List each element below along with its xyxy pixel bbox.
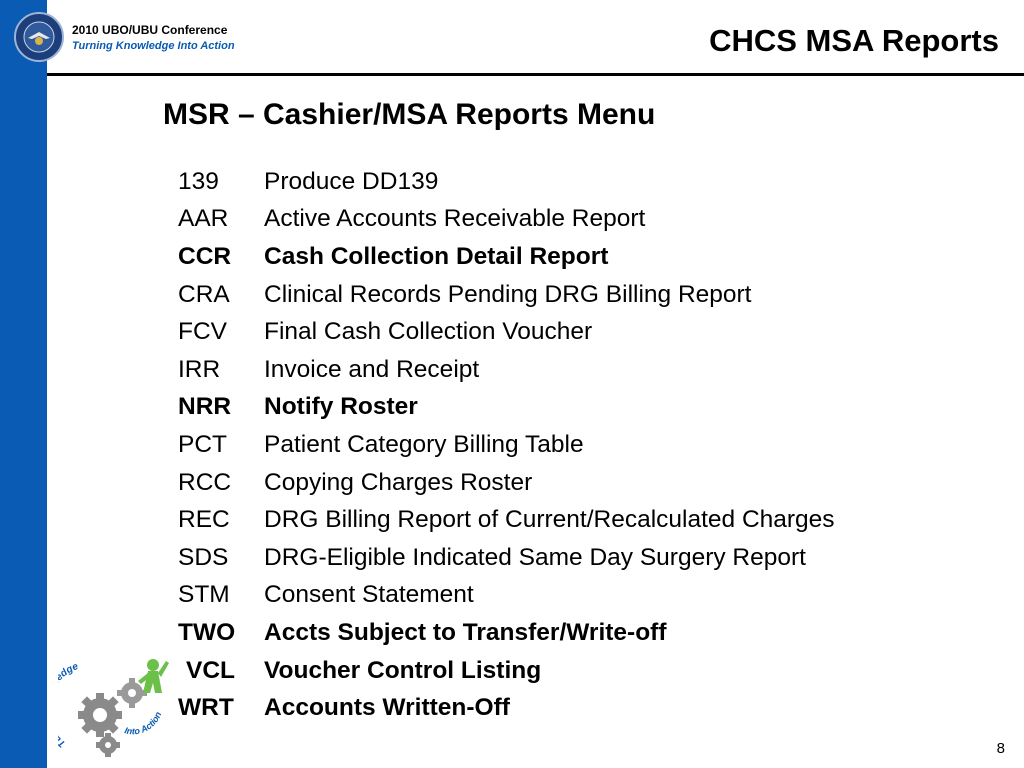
left-accent-bar: [0, 0, 47, 768]
conference-tagline: Turning Knowledge Into Action: [72, 40, 235, 52]
svg-text:Turning Knowledge: [58, 661, 80, 749]
menu-item: [178, 389, 978, 427]
menu-item-label: DRG-Eligible Indicated Same Day Surgery Report: [264, 543, 806, 571]
page-number: 8: [996, 740, 1005, 757]
dod-seal-icon: [14, 12, 64, 62]
logo-text-top: dge: [58, 661, 80, 680]
header-divider: [47, 73, 1024, 76]
menu-item-label: Accts Subject to Transfer/Write-off: [264, 618, 667, 646]
menu-item-code: IRR: [178, 355, 221, 383]
menu-item: [178, 313, 978, 351]
menu-item-label: Accounts Written-Off: [264, 694, 510, 722]
menu-item-code: RCC: [178, 468, 232, 496]
menu-item-label: Produce DD139: [264, 167, 439, 195]
menu-item-label: Copying Charges Roster: [264, 468, 533, 496]
large-gear-icon: [78, 693, 122, 737]
menu-item: [178, 577, 978, 615]
menu-item-code: 139: [178, 167, 219, 195]
menu-heading: MSR – Cashier/MSA Reports Menu: [163, 98, 656, 131]
menu-item-label: DRG Billing Report of Current/Recalculated Charges: [264, 506, 835, 534]
menu-item-code: REC: [178, 506, 230, 534]
menu-item-code: SDS: [178, 543, 229, 571]
menu-item: [178, 201, 978, 239]
logo-text-bottom: Into Action: [123, 710, 164, 737]
menu-item: [178, 539, 978, 577]
menu-item-code: WRT: [178, 694, 234, 722]
turning-knowledge-logo: [58, 653, 170, 761]
menu-item: [178, 501, 978, 539]
menu-item-label: Final Cash Collection Voucher: [264, 318, 593, 346]
slide-title: CHCS MSA Reports: [709, 23, 999, 58]
menu-item: [178, 163, 978, 201]
green-figure-icon: [138, 659, 169, 693]
menu-item: [178, 276, 978, 314]
menu-item-label: Notify Roster: [264, 393, 418, 421]
menu-item: [178, 689, 978, 727]
menu-item: [178, 238, 978, 276]
menu-item-label: Active Accounts Receivable Report: [264, 205, 646, 233]
svg-text:Into Action: [123, 710, 163, 737]
menu-item-label: Clinical Records Pending DRG Billing Report: [264, 280, 752, 308]
menu-item-code: STM: [178, 581, 230, 609]
menu-item-code: NRR: [178, 393, 232, 421]
menu-item: [178, 614, 978, 652]
conference-title: 2010 UBO/UBU Conference: [72, 23, 228, 37]
menu-item-code: AAR: [178, 205, 229, 233]
menu-item-code: FCV: [178, 318, 227, 346]
menu-item: [178, 426, 978, 464]
menu-item-label: Cash Collection Detail Report: [264, 242, 609, 270]
menu-item-label: Voucher Control Listing: [264, 656, 542, 684]
menu-item-code: CRA: [178, 280, 230, 308]
menu-item-label: Patient Category Billing Table: [264, 430, 584, 458]
menu-item-label: Consent Statement: [264, 581, 474, 609]
menu-item: [178, 351, 978, 389]
menu-item-code: CCR: [178, 242, 232, 270]
menu-item: [178, 652, 978, 690]
menu-item-label: Invoice and Receipt: [264, 355, 480, 383]
menu-item-code: PCT: [178, 430, 227, 458]
menu-item-code: VCL: [186, 656, 235, 684]
menu-list: [178, 163, 978, 727]
menu-item-code: TWO: [178, 618, 236, 646]
menu-item: [178, 464, 978, 502]
